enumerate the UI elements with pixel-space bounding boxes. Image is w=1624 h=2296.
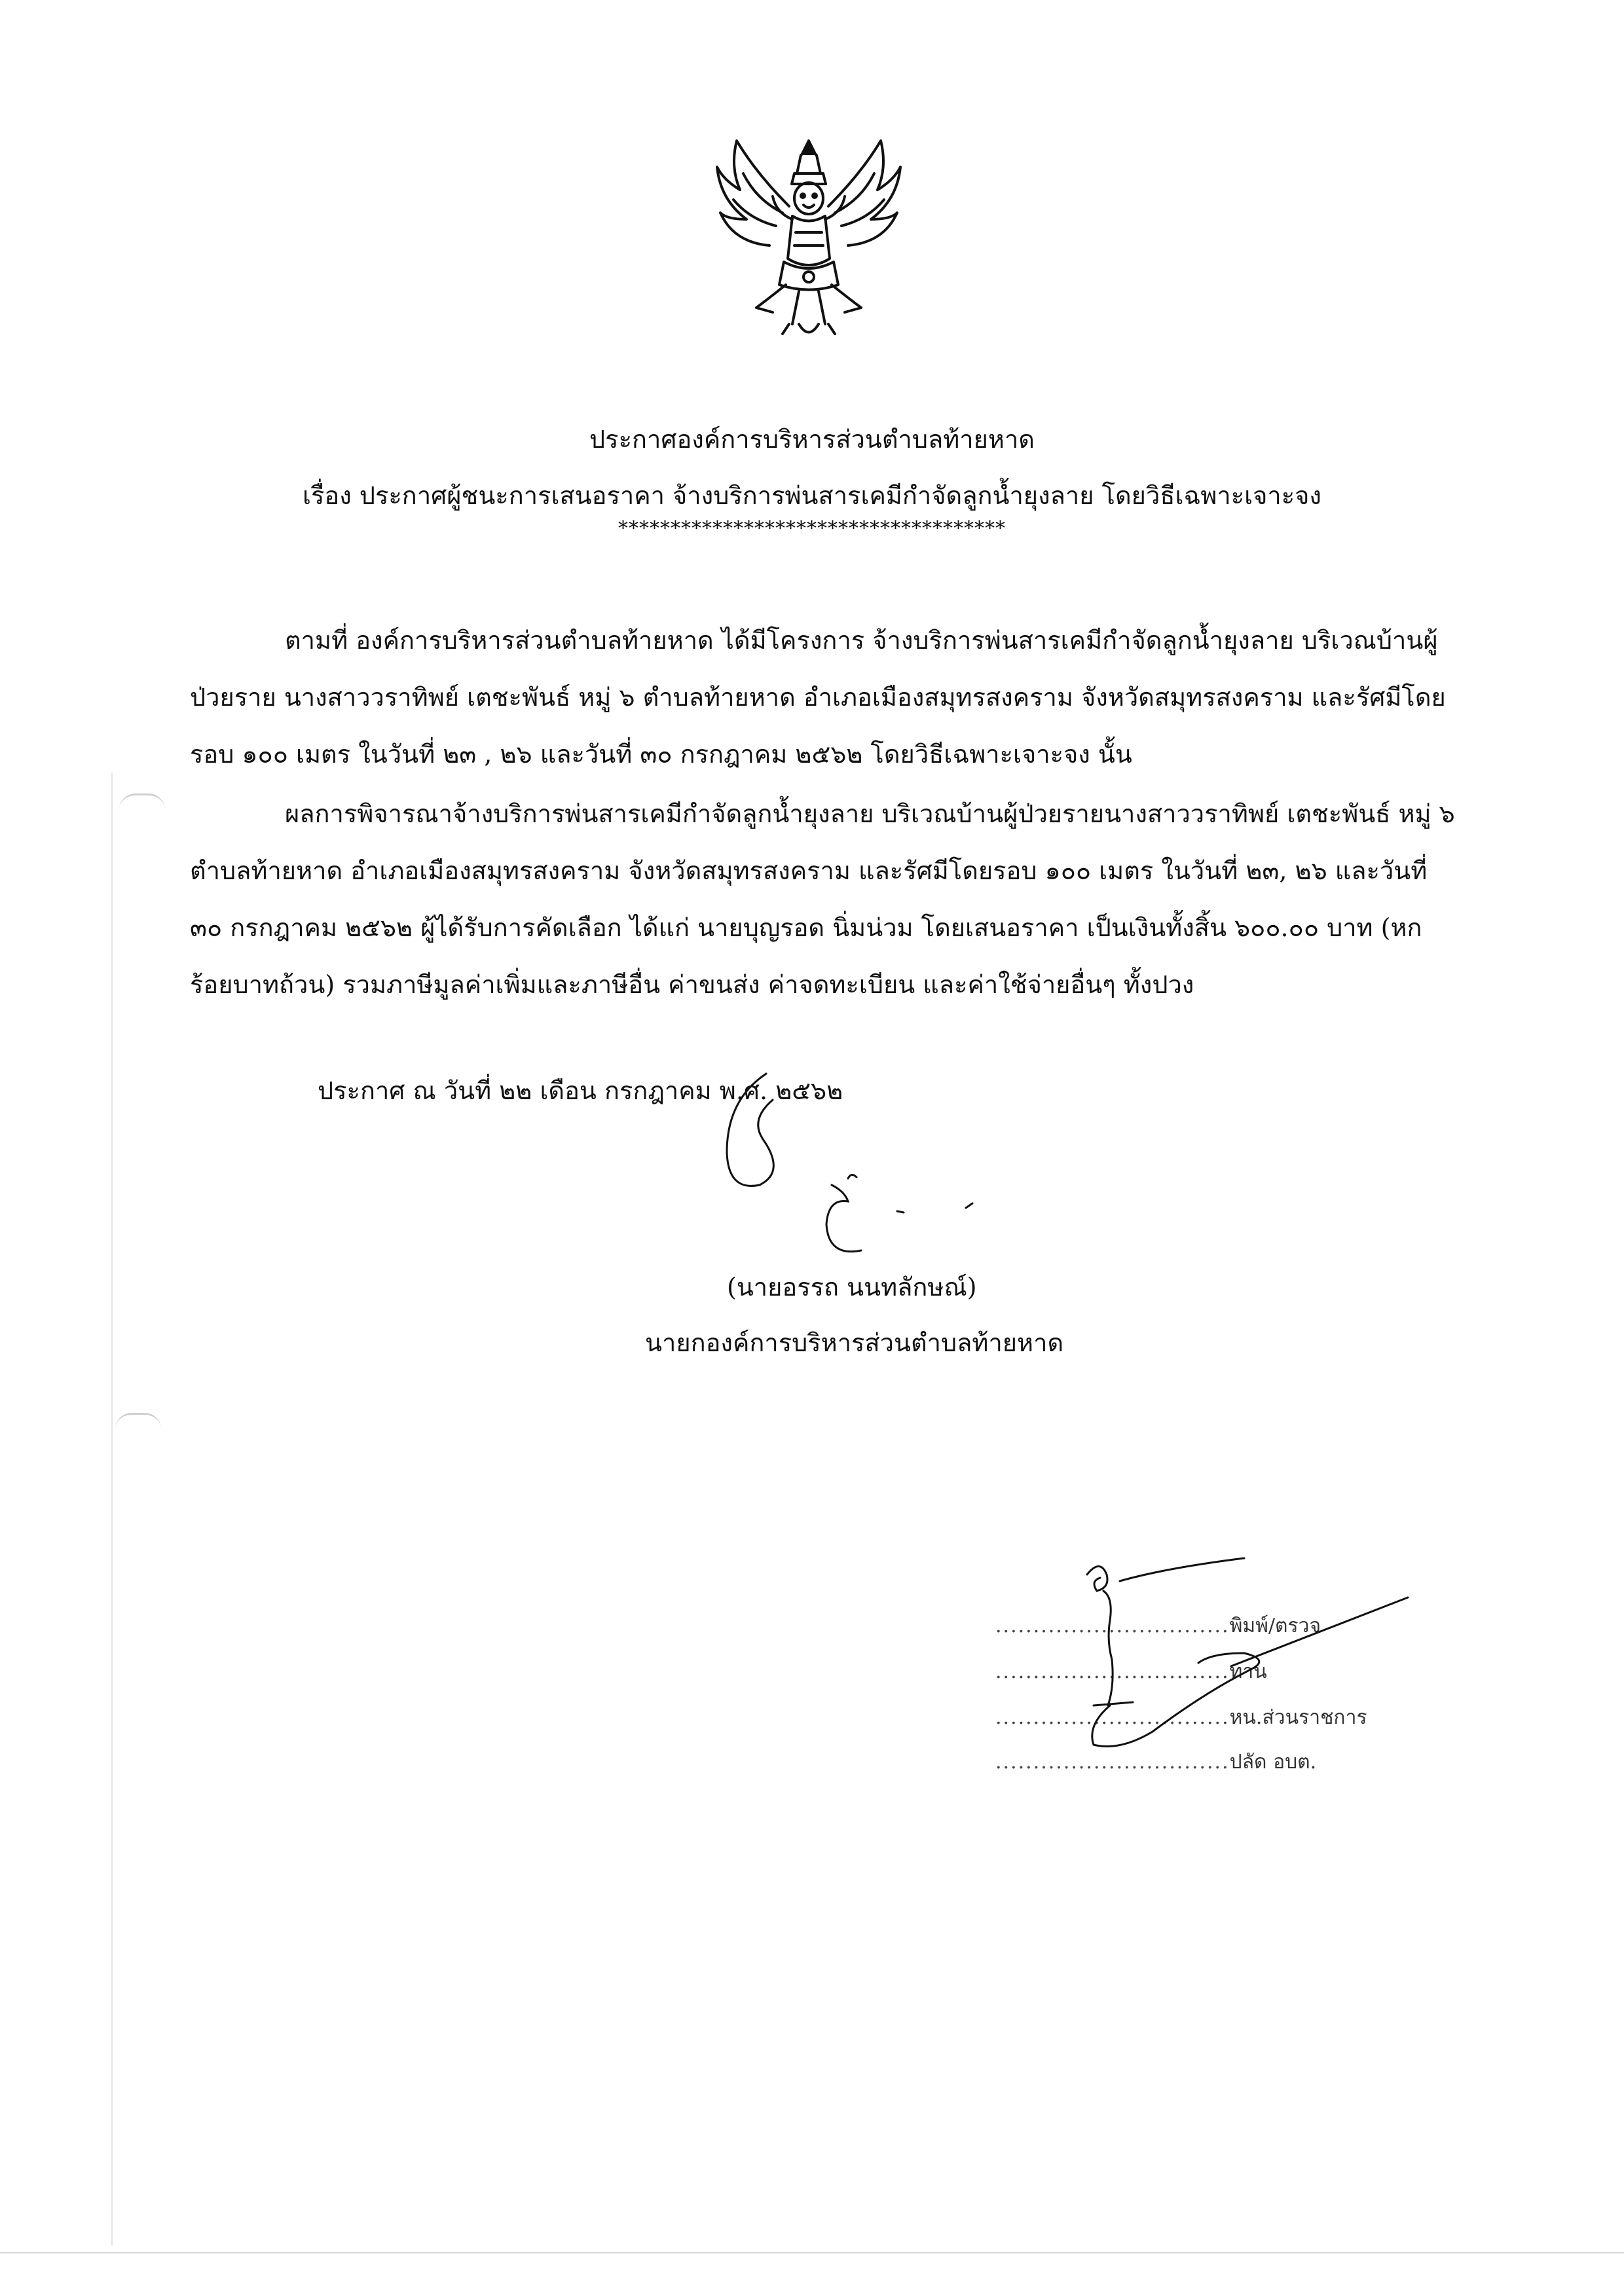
separator-line: ************************************* — [618, 517, 1006, 540]
dotted-line: ............................... — [995, 1614, 1230, 1637]
dotted-line: ............................... — [995, 1706, 1230, 1729]
scan-edge-line — [111, 773, 113, 2246]
announcement-date: ประกาศ ณ วันที่ ๒๒ เดือน กรกฎาคม พ.ศ. ๒๕๖๒ — [318, 1076, 843, 1105]
garuda-emblem-icon — [710, 128, 907, 344]
body-paragraph-1: ตามที่ องค์การบริหารส่วนตำบลท้ายหาด ได้มีโครงการ จ้างบริการพ่นสารเคมีกำจัดลูกน้ำยุงลาย บริเวณบ้านผู้ป่วยราย นางสาววราทิพย์ เตชะพันธ์ หมู่ ๖ ตำบลท้ายหาด อำเภอเมืองสมุทรสงคราม จังหวัดสมุทรสงคราม และรัศมีโดยรอบ ๑๐๐ เมตร ในวันที่ ๒๓ , ๒๖ และวันที่ ๓๐ กรกฎาคม ๒๕๖๒ โดยวิธีเฉพาะเจาะจง นั้น — [190, 626, 1446, 769]
checklist-label: พิมพ์/ตรวจ — [1229, 1614, 1321, 1637]
punch-hole-mark — [119, 793, 165, 810]
initial-signature — [1035, 1555, 1441, 1764]
dotted-line: ............................... — [995, 1751, 1230, 1774]
document-title: ประกาศองค์การบริหารส่วนตำบลท้ายหาด — [589, 425, 1035, 454]
checklist-label: ปลัด อบต. — [1229, 1751, 1317, 1774]
checklist-label: ทาน — [1229, 1660, 1267, 1683]
scan-bottom-line — [0, 2252, 1624, 2253]
body-paragraph-2: ผลการพิจารณาจ้างบริการพ่นสารเคมีกำจัดลูกน้ำยุงลาย บริเวณบ้านผู้ป่วยรายนางสาววราทิพย์ เตชะพันธ์ หมู่ ๖ ตำบลท้ายหาด อำเภอเมืองสมุทรสงคราม จังหวัดสมุทรสงคราม และรัศมีโดยรอบ ๑๐๐ เมตร ในวันที่ ๒๓, ๒๖ และวันที่ ๓๐ กรกฎาคม ๒๕๖๒ ผู้ได้รับการคัดเลือก ได้แก่ นายบุญรอด นิ่มน่วม โดยเสนอราคา เป็นเงินทั้งสิ้น ๖๐๐.๐๐ บาท (หกร้อยบาทถ้วน) รวมภาษีมูลค่าเพิ่มและภาษีอื่น ค่าขนส่ง ค่าจดทะเบียน และค่าใช้จ่ายอื่นๆ ทั้งปวง — [190, 799, 1455, 999]
dotted-line: ............................... — [995, 1660, 1230, 1683]
handwritten-signature — [688, 1061, 1080, 1270]
punch-hole-mark — [115, 1413, 161, 1429]
document-subject: เรื่อง ประกาศผู้ชนะการเสนอราคา จ้างบริการพ่นสารเคมีกำจัดลูกน้ำยุงลาย โดยวิธีเฉพาะเจาะจง — [303, 481, 1321, 510]
signatory-name: (นายอรรถ นนทลักษณ์) — [727, 1273, 977, 1302]
checklist-label: หน.ส่วนราชการ — [1229, 1706, 1367, 1729]
signatory-position: นายกองค์การบริหารส่วนตำบลท้ายหาด — [645, 1328, 1064, 1357]
